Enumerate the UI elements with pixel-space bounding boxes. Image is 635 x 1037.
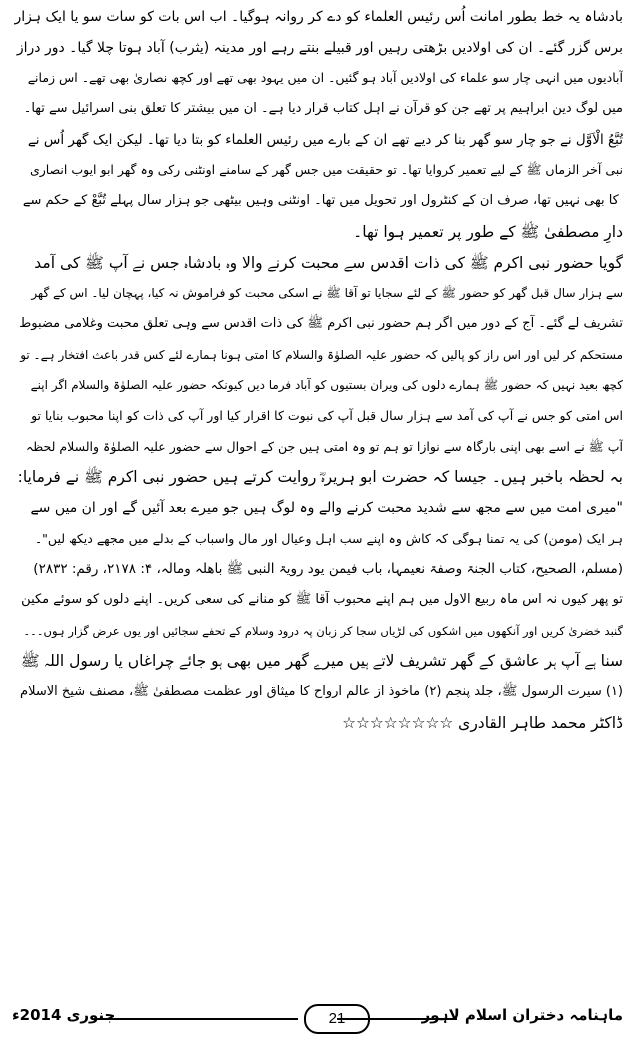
issue-date: جنوری 2014ء xyxy=(12,1006,116,1024)
text-line: مستحکم کر لیں اور اس راز کو پالیں کہ حضور علیہ الصلوٰۃ والسلام کا امتی ہونا ہمارے لئے کس قدر باعث افتخار ہے۔ تو xyxy=(20,347,623,362)
text-line: گویا حضور نبی اکرم ﷺ کی ذات اقدس سے محبت کرنے والا وہ بادشاہ جس نے آپ ﷺ کی آمد xyxy=(34,253,623,272)
text-line: تشریف لے گئے۔ آج کے دور میں اگر ہم حضور نبی اکرم ﷺ کی ذات اقدس سے وہی تعلق محبت وغلامی مضبوط xyxy=(19,315,623,331)
text-line: دارِ مصطفیٰ ﷺ کے طور پر تعمیر ہوا تھا۔ xyxy=(353,222,623,241)
page-footer xyxy=(8,1004,627,1034)
text-line: گنبد خضریٰ کریں اور آنکھوں میں اشکوں کی لڑیاں سجا کر زبان پہ درود وسلام کے تحفے سجائیں اور یوں عرض گزار ہوں۔۔۔ xyxy=(23,623,623,638)
poetry-couplet: سنا ہے آپ ہر عاشق کے گھر تشریف لاتے ہیں میرے گھر میں بھی ہو جائے چراغاں یا رسول اللہ ﷺ xyxy=(20,652,623,671)
text-line: آپ ﷺ نے اسے بھی اپنی بارگاہ سے نوازا تو ہم تو وہ امتی ہیں جن کے احوال سے حضور علیہ الصلوٰۃ والسلام لحظہ xyxy=(25,438,623,454)
text-line: نبی آخر الزماں ﷺ کے لیے تعمیر کروایا تھا۔ تو حقیقت میں جس گھر کے سامنے اونٹنی رکی وہ گھر ابو ایوب انصاری xyxy=(29,162,623,178)
text-line: ؓ کا بھی نہیں تھا، صرف ان کے کنٹرول اور تحویل میں تھا۔ اونٹنی وہیں بیٹھی جو ہزار سال پہلے تُبَّعْ کے حکم سے xyxy=(22,193,623,209)
author-credit: ڈاکٹر محمد طاہر القادری ☆☆☆☆☆☆☆☆ xyxy=(342,713,623,732)
text-line: تو پھر کیوں نہ اس ماہ ربیع الاول میں ہم اپنے محبوب آقا ﷺ کو منانے کی سعی کریں۔ اپنے دلوں کو سوئے مکین xyxy=(21,592,623,608)
text-line: میں لوگ دین ابراہیم پر تھے جن کو قرآن نے اہل کتاب قرار دیا ہے۔ ان میں بیشتر کا تعلق بنی اسرائیل سے تھا۔ xyxy=(23,101,623,117)
article-body xyxy=(14,2,623,739)
hadith-quote-line: ہر ایک (مومن) کی یہ تمنا ہوگی کہ کاش وہ اپنے سب اہل وعیال اور مال واسباب کے بدلے میں مجھے دیکھ لیں"۔ xyxy=(34,530,623,546)
text-line: بادشاہ یہ خط بطور امانت اُس رئیس العلماء کو دے کر روانہ ہوگیا۔ اب اس بات کو سات سو یا ایک ہزار xyxy=(14,9,623,25)
text-line: بہ لحظہ باخبر ہیں۔ جیسا کہ حضرت ابو ہریرہؓ روایت کرتے ہیں حضور نبی اکرم ﷺ نے فرمایا: xyxy=(17,468,623,487)
text-line: آبادیوں میں انہی چار سو علماء کی اولادیں آباد ہو گئیں۔ ان میں یہود بھی تھے اور کچھ نصاریٰ بھی تھے۔ اس زمانے xyxy=(27,70,623,86)
text-line: تُبَّعُ الْاَوَّل نے جو چار سو گھر بنا کر دیے تھے ان کے بارے میں رئیس العلماء کو بتا دیا تھا۔ لیکن ایک گھر اُس نے xyxy=(27,131,623,148)
page-number: 21 xyxy=(304,1004,370,1034)
hadith-quote-line: "میری امت میں سے مجھ سے شدید محبت کرنے والے وہ لوگ ہیں جو میرے بعد آئیں گے اور ان میں سے xyxy=(30,500,623,516)
text-line: اس امتی کو جس نے آپ کی آمد سے ہزار سال قبل آپ کی نبوت کا اقرار کیا اور آپ کی ذات کو اپنا محبوب بنایا تو xyxy=(31,407,623,423)
text-line: برس گزر گئے۔ ان کی اولادیں بڑھتی رہیں اور قبیلے بنتے رہے اور مدینہ (یثرب) آباد ہوتا چلا گیا۔ دور دراز xyxy=(16,39,623,56)
magazine-name: ماہنامہ دختران اسلام لاہور xyxy=(421,1006,623,1024)
text-line: کچھ بعید نہیں کہ حضور ﷺ ہمارے دلوں کی ویران بستیوں کو آباد فرما دیں کیونکہ حضور علیہ الصلوٰۃ والسلام اگر اپنے xyxy=(30,378,623,393)
footer-rule-left xyxy=(98,1018,298,1020)
text-line: سے ہزار سال قبل گھر کو حضور ﷺ کے لئے سجایا تو آقا ﷺ نے اسکی محبت کو فراموش نہ کیا، پہچان لیا۔ اس کے گھر xyxy=(31,286,623,301)
footnote-references: (۱) سیرت الرسول ﷺ، جلد پنجم (۲) ماخوذ از عالم ارواح کا میثاق اور عظمت مصطفیٰ ﷺ، مصنف شیخ الاسلام xyxy=(20,684,623,700)
hadith-reference: (مسلم، الصحیح، کتاب الجنۃ وصفۃ نعیمہا، باب فیمن یود رویۃ النبی ﷺ باھلہ ومالہ، ۴: ۲۱۷۸، رقم: ۲۸۳۲) xyxy=(33,561,623,578)
